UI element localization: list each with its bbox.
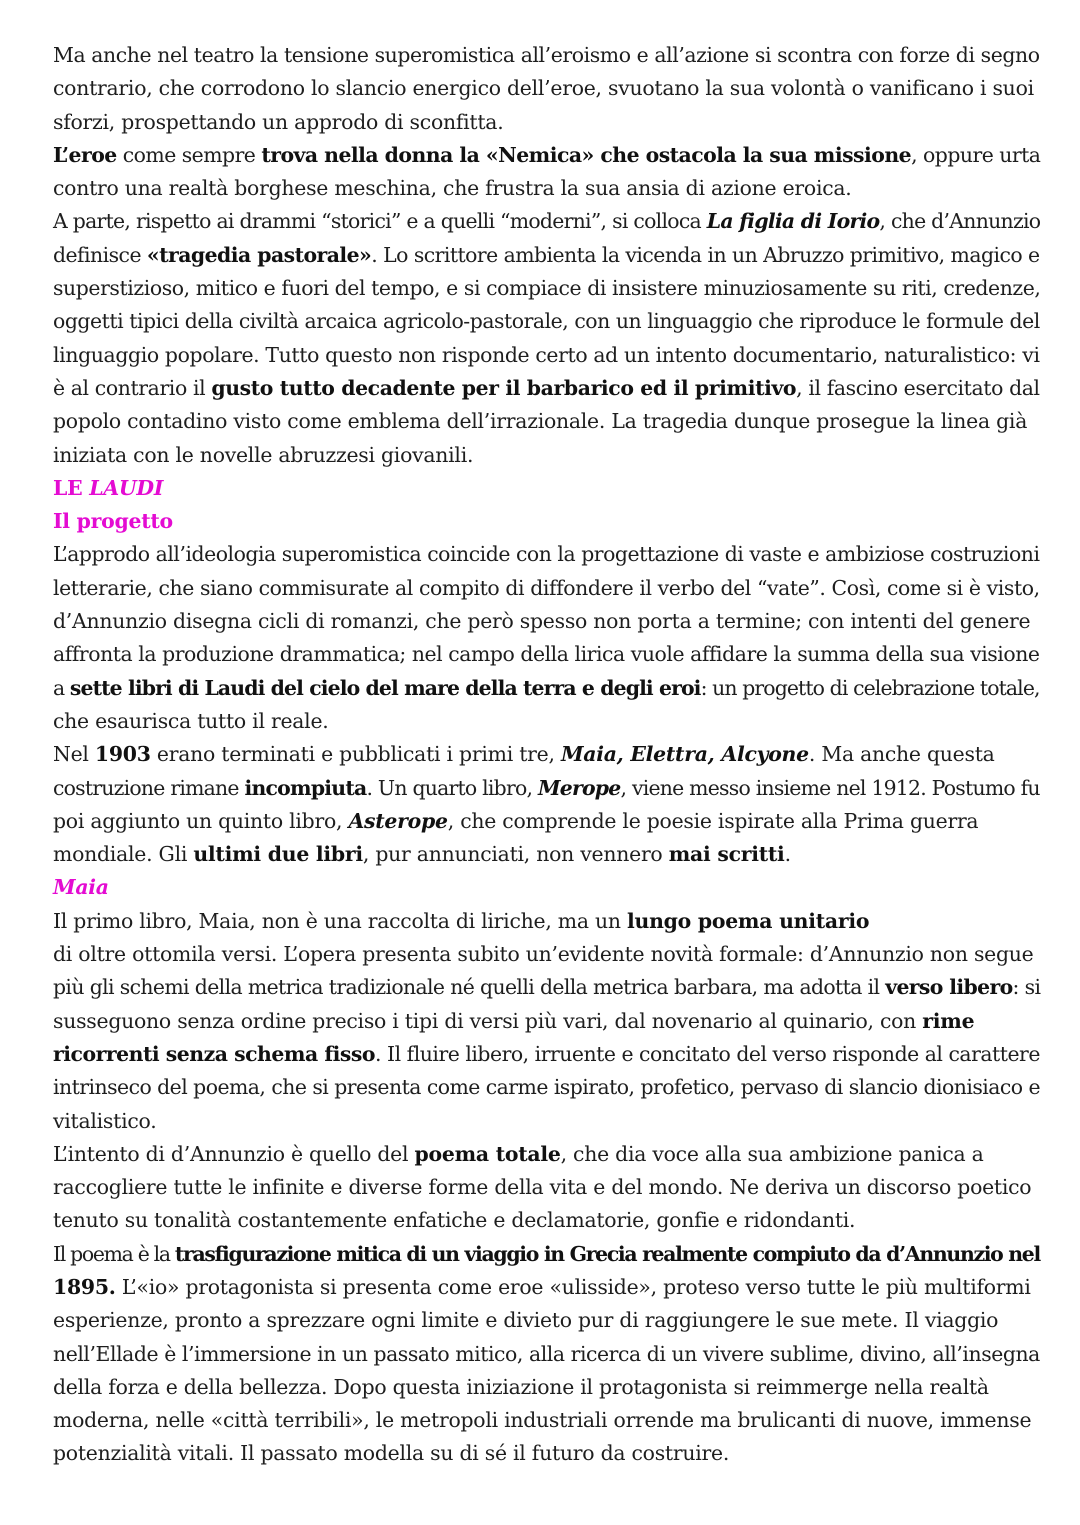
text-run: affronta la produzione drammatica; nel campo della lirica vuole affidare la summa della sua visione bbox=[53, 642, 1040, 667]
text-run: d’Annunzio disegna cicli di romanzi, che però spesso non porta a termine; con intenti del genere bbox=[53, 609, 1031, 634]
text-line bbox=[53, 938, 1040, 971]
text-run: A parte, rispetto ai drammi “storici” e a quelli “moderni”, si colloca bbox=[53, 209, 707, 234]
text-run: moderna, nelle «città terribili», le metropoli industriali orrende ma brulicanti di nuove, immense bbox=[53, 1408, 1032, 1433]
section-heading bbox=[53, 472, 1040, 505]
text-run: L’«io» protagonista si presenta come eroe «ulisside», proteso verso tutte le più multiformi bbox=[115, 1274, 1031, 1299]
bold-text: L’eroe bbox=[53, 142, 117, 167]
text-run: definisce bbox=[53, 242, 147, 267]
text-line bbox=[53, 1171, 1040, 1204]
text-run: della forza e della bellezza. Dopo questa iniziazione il protagonista si reimmerge nella realtà bbox=[53, 1374, 989, 1399]
text-line bbox=[53, 272, 1040, 305]
text-run: nell’Ellade è l’immersione in un passato mitico, alla ricerca di un vivere sublime, divino, all’insegna bbox=[53, 1341, 1040, 1366]
text-run: Il progetto bbox=[53, 509, 173, 534]
bold-text: ultimi due libri bbox=[193, 842, 363, 867]
text-line bbox=[53, 172, 1040, 205]
text-run: , che dia voce alla sua ambizione panica a bbox=[560, 1141, 984, 1166]
bold-text: verso libero bbox=[885, 975, 1013, 1000]
bold-text: lungo poema unitario bbox=[627, 908, 870, 933]
bold-text: rime bbox=[922, 1008, 975, 1033]
bold-text: sette libri di Laudi del cielo del mare della terra e degli eroi bbox=[69, 675, 701, 700]
bold-text: 1903 bbox=[94, 742, 151, 767]
text-line bbox=[53, 1271, 1040, 1304]
section-heading bbox=[53, 505, 1040, 538]
text-line bbox=[53, 205, 1040, 238]
text-line bbox=[53, 971, 1040, 1004]
text-run: Il poema è la bbox=[53, 1241, 175, 1266]
text-line bbox=[53, 805, 1040, 838]
italic-text: LAUDI bbox=[89, 475, 164, 500]
text-run: esperienze, pronto a sprezzare ogni limite e divieto pur di raggiungere le sue mete. Il viaggio bbox=[53, 1308, 999, 1333]
bold-text: gusto tutto decadente per il barbarico ed il primitivo bbox=[211, 375, 797, 400]
text-run: superstizioso, mitico e fuori del tempo, e si compiace di insistere minuziosamente su riti, credenze, bbox=[53, 276, 1041, 301]
text-line bbox=[53, 1204, 1040, 1237]
text-run: poi aggiunto un quinto libro, bbox=[53, 808, 349, 833]
text-line bbox=[53, 339, 1040, 372]
text-line bbox=[53, 1071, 1040, 1104]
text-run: Nel bbox=[53, 742, 95, 767]
text-run: che esaurisca tutto il reale. bbox=[53, 708, 329, 733]
text-line bbox=[53, 538, 1040, 571]
text-line bbox=[53, 638, 1040, 671]
text-line bbox=[53, 705, 1040, 738]
bold-text: poema totale bbox=[414, 1141, 561, 1166]
text-run: come sempre bbox=[116, 142, 262, 167]
text-line bbox=[53, 1005, 1040, 1038]
text-run: popolo contadino visto come emblema dell’irrazionale. La tragedia dunque prosegue la linea già bbox=[53, 409, 1028, 434]
text-line bbox=[53, 405, 1040, 438]
text-run: di oltre ottomila versi. L’opera presenta subito un’evidente novità formale: d’Annunzio non segue bbox=[53, 942, 1034, 967]
text-run: contro una realtà borghese meschina, che frustra la sua ansia di azione eroica. bbox=[53, 176, 852, 201]
text-line bbox=[53, 1038, 1040, 1071]
bold-text: ricorrenti senza schema fisso bbox=[53, 1041, 376, 1066]
text-line bbox=[53, 439, 1040, 472]
text-run: sforzi, prospettando un approdo di sconfitta. bbox=[53, 109, 504, 134]
text-line bbox=[53, 139, 1040, 172]
text-run: : un progetto di celebrazione totale, bbox=[700, 675, 1040, 700]
text-line bbox=[53, 1138, 1040, 1171]
text-run: , viene messo insieme nel 1912. Postumo fu bbox=[620, 775, 1040, 800]
text-line bbox=[53, 372, 1040, 405]
text-run: Ma anche nel teatro la tensione superomistica all’eroismo e all’azione si scontra con forze di segno bbox=[53, 43, 1040, 67]
text-run: , il fascino esercitato dal bbox=[796, 375, 1040, 400]
text-run: LE bbox=[53, 475, 90, 500]
emphasis bbox=[707, 209, 880, 233]
emphasis bbox=[348, 809, 447, 833]
section-heading bbox=[53, 871, 1040, 904]
bold-text: 1895. bbox=[53, 1274, 116, 1299]
text-run: , che d’Annunzio bbox=[879, 209, 1041, 234]
text-line bbox=[53, 1404, 1040, 1437]
bold-text: mai scritti bbox=[668, 842, 785, 867]
text-run: . Ma anche questa bbox=[808, 742, 995, 767]
text-line bbox=[53, 1371, 1040, 1404]
text-line bbox=[53, 1437, 1040, 1470]
text-run: vitalistico. bbox=[53, 1108, 157, 1133]
text-line bbox=[53, 1304, 1040, 1337]
text-run: , che comprende le poesie ispirate alla Prima guerra bbox=[447, 808, 979, 833]
text-run: . Un quarto libro, bbox=[366, 775, 538, 800]
italic-text: Maia bbox=[53, 875, 109, 900]
text-run: susseguono senza ordine preciso i tipi di versi più vari, dal novenario al quinario, con bbox=[53, 1008, 923, 1033]
text-run: più gli schemi della metrica tradizionale né quelli della metrica barbara, ma adotta il bbox=[53, 975, 886, 1000]
text-run: tenuto su tonalità costantemente enfatiche e declamatorie, gonfie e ridondanti. bbox=[53, 1208, 856, 1233]
bold-italic-text: Asterope bbox=[348, 808, 448, 833]
text-run: mondiale. Gli bbox=[53, 842, 194, 867]
text-run: oggetti tipici della civiltà arcaica agricolo-pastorale, con un linguaggio che riproduce le formule del bbox=[53, 309, 1040, 334]
text-line bbox=[53, 72, 1040, 105]
text-run: costruzione rimane bbox=[53, 775, 245, 800]
text-line bbox=[53, 106, 1040, 139]
emphasis bbox=[538, 776, 621, 800]
text-line bbox=[53, 605, 1040, 638]
text-run: L’intento di d’Annunzio è quello del bbox=[53, 1141, 415, 1166]
text-line bbox=[53, 305, 1040, 338]
text-run: , pur annunciati, non vennero bbox=[362, 842, 669, 867]
text-run: : si bbox=[1012, 975, 1041, 1000]
text-run: raccogliere tutte le infinite e diverse forme della vita e del mondo. Ne deriva un discorso poetico bbox=[53, 1175, 1032, 1200]
text-run: letterarie, che siano commisurate al compito di diffondere il verbo del “vate”. Così, come si è visto, bbox=[53, 575, 1040, 600]
bold-text: trasfigurazione mitica di un viaggio in Grecia realmente compiuto da d’Annunzio nel bbox=[174, 1241, 1040, 1266]
text-run: . bbox=[784, 842, 791, 867]
text-line bbox=[53, 905, 1040, 938]
emphasis bbox=[561, 742, 809, 766]
text-line bbox=[53, 239, 1040, 272]
text-line bbox=[53, 1105, 1040, 1138]
text-run: intrinseco del poema, che si presenta come carme ispirato, profetico, pervaso di slancio dionisiaco e bbox=[53, 1075, 1041, 1100]
text-line bbox=[53, 672, 1040, 705]
text-run: Il primo libro, Maia, non è una raccolta di liriche, ma un bbox=[53, 908, 627, 933]
text-run: . Il fluire libero, irruente e concitato del verso risponde al carattere bbox=[375, 1041, 1040, 1066]
text-run: , oppure urta bbox=[911, 142, 1041, 167]
bold-text: incompiuta bbox=[244, 775, 367, 800]
text-line bbox=[53, 39, 1040, 72]
text-line bbox=[53, 772, 1040, 805]
text-run: a bbox=[53, 675, 70, 700]
bold-italic-text: La figlia di Iorio bbox=[706, 209, 880, 234]
text-run: . Lo scrittore ambienta la vicenda in un Abruzzo primitivo, magico e bbox=[371, 242, 1040, 267]
text-run: iniziata con le novelle abruzzesi giovanili. bbox=[53, 442, 474, 467]
bold-text: «tragedia pastorale» bbox=[146, 242, 372, 267]
text-line bbox=[53, 572, 1040, 605]
text-run: è al contrario il bbox=[53, 375, 212, 400]
text-line bbox=[53, 1338, 1040, 1371]
text-line bbox=[53, 738, 1040, 771]
bold-text: trova nella donna la «Nemica» che ostacola la sua missione bbox=[261, 142, 912, 167]
text-run: L’approdo all’ideologia superomistica coincide con la progettazione di vaste e ambiziose costruzioni bbox=[53, 542, 1040, 567]
text-run: erano terminati e pubblicati i primi tre, bbox=[150, 742, 561, 767]
text-line bbox=[53, 838, 1040, 871]
text-run: linguaggio popolare. Tutto questo non risponde certo ad un intento documentario, naturalistico: vi bbox=[53, 342, 1040, 367]
text-run: potenzialità vitali. Il passato modella su di sé il futuro da costruire. bbox=[53, 1441, 730, 1466]
text-run: contrario, che corrodono lo slancio energico dell’eroe, svuotano la sua volontà o vanificano i suoi bbox=[53, 76, 1034, 101]
text-line bbox=[53, 1238, 1040, 1271]
bold-italic-text: Merope bbox=[537, 775, 621, 800]
bold-italic-text: Maia, Elettra, Alcyone bbox=[560, 742, 809, 767]
